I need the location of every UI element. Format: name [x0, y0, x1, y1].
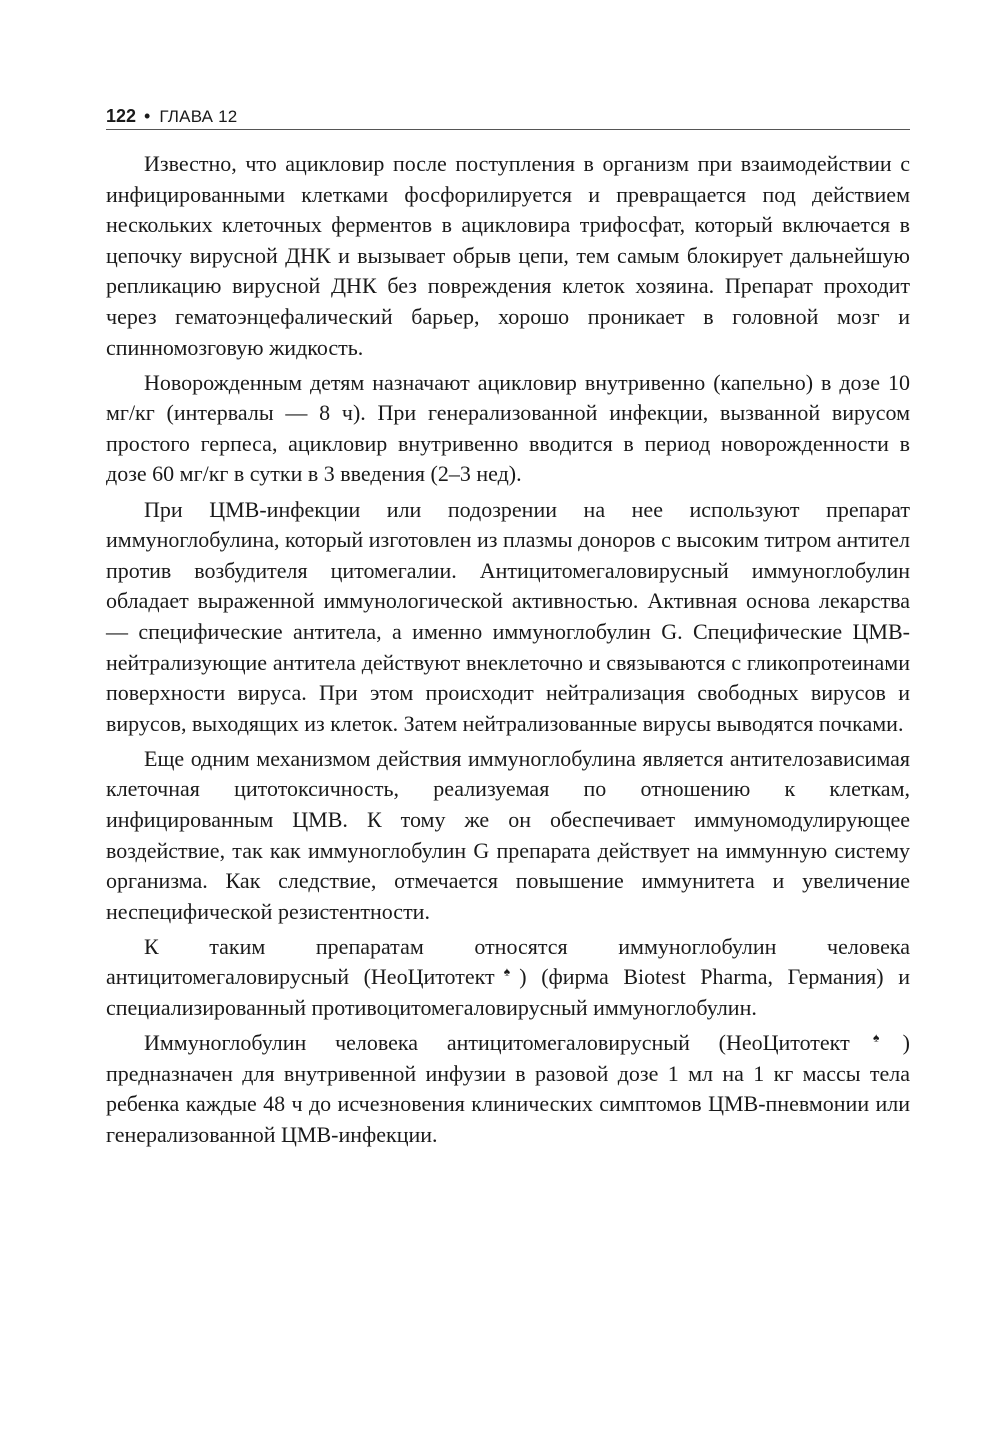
running-header — [106, 103, 910, 129]
paragraph-5-text-before: К таким препаратам относятся иммуноглобулин человека антицитомегаловирусный (НеоЦитотект — [106, 933, 910, 990]
paragraph-2: Новорожденным детям назначают ацикловир внутривенно (капельно) в дозе 10 мг/кг (интервалы — 8 ч). При генерализованной инфекции, вызванной вирусом простого герпеса, ацикловир внутривенно вводится в период новорожденности в дозе 60 мг/кг в сутки в 3 введения (2–3 нед). — [106, 369, 910, 487]
paragraph-4: Еще одним механизмом действия иммуноглобулина является антителозависимая клеточная цитотоксичность, реализуемая по отношению к клеткам, инфицированным ЦМВ. К тому же он обеспечивает иммуномодулирующее воздействие, так как иммуноглобулин G препарата действует на иммунную систему организма. Как следствие, отмечается повышение иммунитета и увеличение неспецифической резистентности. — [106, 745, 910, 924]
paragraph-6-text-after: ) предназначен для внутривенной инфузии в разовой дозе 1 мл на 1 кг массы тела ребенка каждые 48 ч до исчезновения клинических симптомов ЦМВ-пневмонии или генерализованной ЦМВ-инфекции. — [106, 1030, 910, 1147]
paragraph-5 — [106, 932, 910, 1024]
registered-drug-mark: ♠ — [494, 965, 520, 980]
header-separator: • — [144, 106, 151, 126]
header-rule — [106, 129, 910, 130]
paragraph-5-text-after: ) (фирма Biotest Pharma, Германия) и специализированный противоцитомегаловирусный иммуноглобулин. — [106, 964, 911, 1021]
chapter-title: ГЛАВА 12 — [159, 107, 238, 126]
paragraph-1: Известно, что ацикловир после поступления в организм при взаимодействии с инфицированными клетками фосфорилируется и превращается под действием нескольких клеточных ферментов в ацикловира трифосфат, который включается в цепочку вирусной ДНК и вызывает обрыв цепи, тем самым блокирует дальнейшую репликацию вирусной ДНК без повреждения клеток хозяина. Препарат проходит через гематоэнцефалический барьер, хорошо проникает в головной мозг и спинномозговую жидкость. — [106, 151, 910, 360]
paragraph-3: При ЦМВ-инфекции или подозрении на нее используют препарат иммуноглобулина, который изготовлен из плазмы доноров с высоким титром антител против возбудителя цитомегалии. Антицитомегаловирусный иммуноглобулин обладает выраженной иммунологической активностью. Активная основа лекарства — специфические антитела, а именно иммуноглобулин G. Специфические ЦМВ-нейтрализующие антитела действуют внеклеточно и связываются с гликопротеинами поверхности вируса. При этом происходит нейтрализация свободных вирусов и вирусов, выходящих из клеток. Затем нейтрализованные вирусы выводятся почками. — [106, 496, 910, 736]
page-number: 122 — [106, 106, 137, 126]
paragraph-6-text-before: Иммуноглобулин человека антицитомегаловирусный (НеоЦитотект — [144, 1030, 850, 1056]
registered-drug-mark: ♠ — [849, 1030, 903, 1045]
body-text — [106, 149, 910, 1155]
paragraph-6 — [106, 1028, 910, 1150]
